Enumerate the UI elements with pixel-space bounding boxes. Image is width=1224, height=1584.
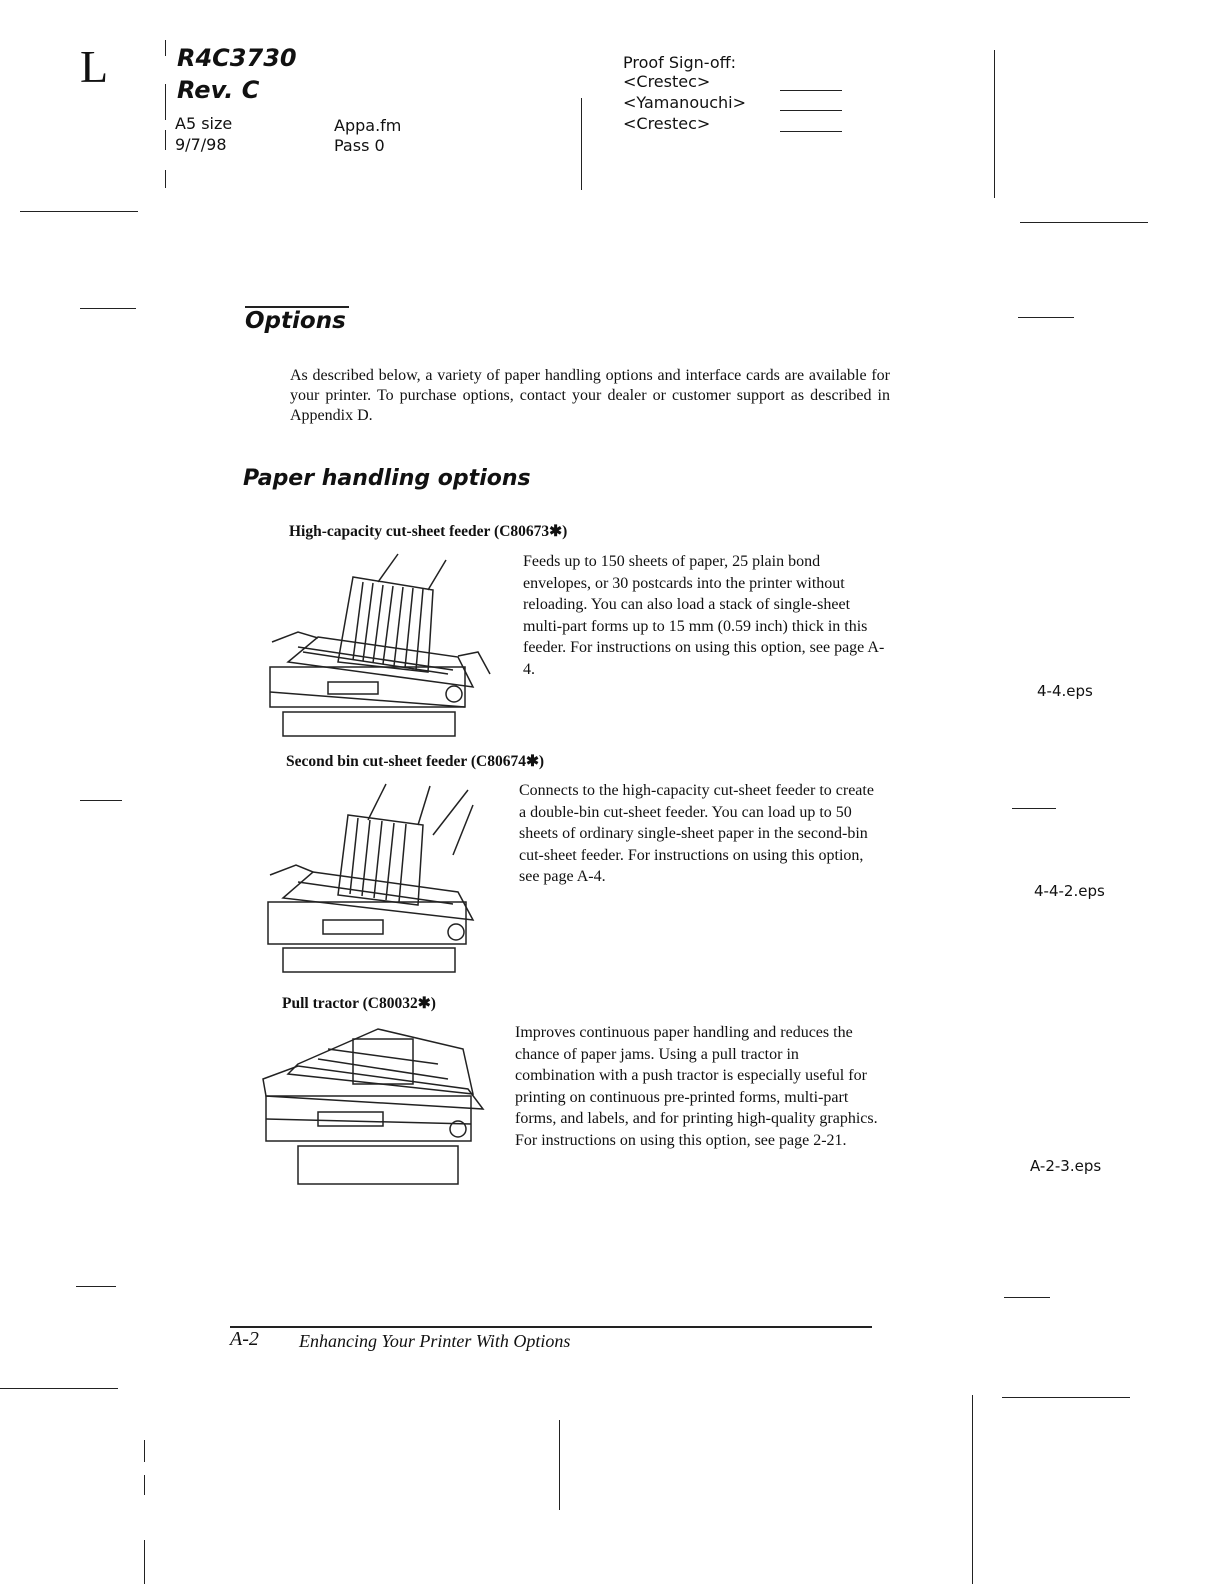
crop-mark xyxy=(0,1388,118,1389)
intro-paragraph: As described below, a variety of paper handling options and interface cards are available for your printer. To purchase options, contact your dealer or customer support as described in Appendix D. xyxy=(290,367,890,424)
doc-revision: Rev. C xyxy=(177,76,260,104)
crop-mark xyxy=(1012,808,1056,809)
crop-mark xyxy=(144,1475,145,1495)
crop-mark xyxy=(1004,1297,1050,1298)
crop-mark xyxy=(144,1540,145,1584)
signoff-line xyxy=(780,110,842,111)
section-title: Options xyxy=(245,308,346,334)
header-divider xyxy=(994,50,995,198)
crop-mark xyxy=(1002,1397,1130,1398)
crop-mark xyxy=(144,1440,145,1462)
header-divider xyxy=(165,84,166,120)
crop-mark xyxy=(76,1286,116,1287)
crop-mark xyxy=(972,1395,973,1584)
doc-code: R4C3730 xyxy=(177,44,297,72)
item-desc-pull-tractor: Improves continuous paper handling and reduces the chance of paper jams. Using a pull tractor in combination with a push tractor is especially useful for printing on continuous pre-printed forms, multi-part forms, and labels, and for printing high-quality graphics. For instructions on using this option, see page 2-21. xyxy=(515,1024,878,1149)
signer-2: <Yamanouchi> xyxy=(623,93,747,112)
proof-title: Proof Sign-off: xyxy=(623,53,737,72)
doc-date: 9/7/98 xyxy=(175,135,227,154)
crop-mark xyxy=(20,211,138,212)
high-capacity-feeder-illustration xyxy=(258,552,498,742)
pull-tractor-illustration xyxy=(258,1024,493,1189)
signoff-line xyxy=(780,131,842,132)
item-title-second-bin-feeder: Second bin cut-sheet feeder (C80674✱) xyxy=(286,753,545,770)
item-title-pull-tractor: Pull tractor (C80032✱) xyxy=(282,995,436,1012)
eps-label: 4-4.eps xyxy=(1037,682,1093,700)
item-desc-high-capacity-feeder: Feeds up to 150 sheets of paper, 25 plain bond envelopes, or 30 postcards into the printer without reloading. You can also load a stack of single-sheet multi-part forms up to 15 mm (0.59 inch) thick in this feeder. For instructions on using this option, see page A-4. xyxy=(523,553,885,678)
eps-label: A-2-3.eps xyxy=(1030,1157,1102,1175)
eps-label: 4-4-2.eps xyxy=(1034,882,1105,900)
file-name: Appa.fm xyxy=(334,116,402,135)
footer-page-number: A-2 xyxy=(230,1328,259,1350)
crop-mark xyxy=(1020,222,1148,223)
header-divider xyxy=(165,40,166,56)
signer-1: <Crestec> xyxy=(623,72,711,91)
signer-3: <Crestec> xyxy=(623,114,711,133)
subsection-title: Paper handling options xyxy=(243,466,531,491)
header-divider xyxy=(581,98,582,190)
paper-size: A5 size xyxy=(175,114,233,133)
signoff-line xyxy=(780,90,842,91)
header-divider xyxy=(165,130,166,150)
crop-mark xyxy=(559,1420,560,1510)
crop-mark xyxy=(80,800,122,801)
item-desc-second-bin-feeder: Connects to the high-capacity cut-sheet feeder to create a double-bin cut-sheet feeder. You can load up to 50 sheets of ordinary single-sheet paper in the second-bin cut-sheet feeder. For instructions on using this option, see page A-4. xyxy=(519,782,874,885)
item-title-high-capacity-feeder: High-capacity cut-sheet feeder (C80673✱) xyxy=(289,523,568,540)
crop-mark xyxy=(1018,317,1074,318)
header-divider xyxy=(165,170,166,188)
corner-mark: L xyxy=(80,41,109,92)
pass-label: Pass 0 xyxy=(334,136,385,155)
footer-rule xyxy=(230,1326,872,1328)
footer-title: Enhancing Your Printer With Options xyxy=(299,1331,571,1351)
second-bin-feeder-illustration xyxy=(258,780,498,980)
crop-mark xyxy=(80,308,136,309)
